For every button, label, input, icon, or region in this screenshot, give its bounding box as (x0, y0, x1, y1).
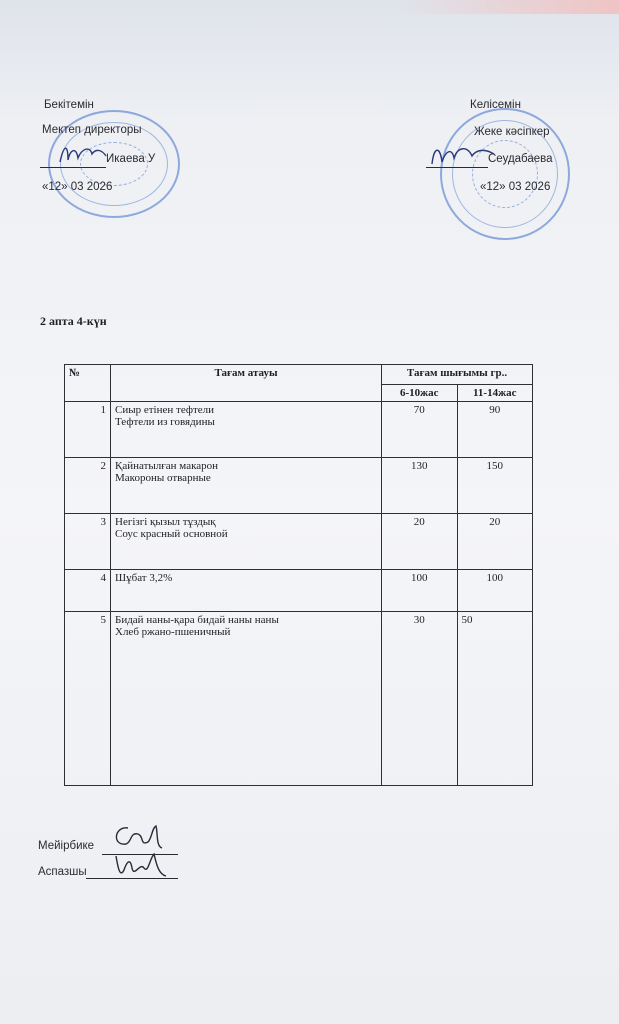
menu-table (64, 364, 533, 786)
yield-11-14: 20 (457, 514, 533, 570)
row-number: 2 (65, 458, 111, 514)
dish-name-cell (111, 514, 382, 570)
right-approval-date: «12» 03 2026 (480, 181, 551, 193)
left-signature-icon (56, 140, 112, 170)
cook-signature-icon (110, 848, 170, 884)
dish-name-cell (111, 458, 382, 514)
row-number: 1 (65, 402, 111, 458)
yield-11-14: 100 (457, 570, 533, 612)
dish-name-ru: Хлеб ржано-пшеничный (115, 626, 231, 638)
yield-11-14: 150 (457, 458, 533, 514)
dish-name-kz: Негізгі қызыл тұздық (115, 516, 216, 528)
dish-name-ru: Тефтели из говядины (115, 416, 215, 428)
photo-corner-tint (399, 0, 619, 14)
yield-11-14: 90 (457, 402, 533, 458)
dish-name-kz: Шұбат 3,2% (115, 572, 173, 584)
yield-6-10: 30 (382, 612, 458, 786)
col-header-name: Тағам атауы (111, 365, 382, 402)
document-title: 2 апта 4-күн (40, 314, 107, 328)
table-row (65, 402, 533, 458)
left-approval-name: Икаева У (106, 153, 156, 165)
col-header-age-6-10: 6-10жас (382, 385, 458, 402)
right-signature-icon (428, 140, 498, 172)
right-approval-position: Жеке кәсіпкер (474, 126, 550, 138)
dish-name-kz: Сиыр етінен тефтели (115, 404, 215, 416)
dish-name-cell (111, 570, 382, 612)
dish-name-cell (111, 612, 382, 786)
table-row (65, 514, 533, 570)
row-number: 4 (65, 570, 111, 612)
yield-6-10: 70 (382, 402, 458, 458)
table-row (65, 612, 533, 786)
yield-6-10: 130 (382, 458, 458, 514)
col-header-num: № (65, 365, 111, 402)
table-row (65, 570, 533, 612)
left-approval-position: Мектеп директоры (42, 124, 142, 136)
table-header-row (65, 365, 533, 385)
dish-name-kz: Бидай наны-қара бидай наны наны (115, 614, 279, 626)
col-header-yield: Тағам шығымы гр.. (382, 365, 533, 385)
dish-name-ru: Соус красный основной (115, 528, 228, 540)
row-number: 5 (65, 612, 111, 786)
dish-name-cell (111, 402, 382, 458)
dish-name-kz: Қайнатылған макарон (115, 460, 219, 472)
col-header-age-11-14: 11-14жас (457, 385, 533, 402)
yield-6-10: 20 (382, 514, 458, 570)
row-number: 3 (65, 514, 111, 570)
yield-6-10: 100 (382, 570, 458, 612)
yield-11-14: 50 (457, 612, 533, 786)
dish-name-ru: Макороны отварные (115, 472, 211, 484)
right-approval-title: Келісемін (470, 99, 521, 111)
table-row (65, 458, 533, 514)
left-approval-title: Бекітемін (44, 99, 94, 111)
cook-label: Аспазшы (38, 866, 87, 878)
left-approval-date: «12» 03 2026 (42, 181, 113, 193)
nurse-label: Мейірбике (38, 840, 95, 852)
right-approval-name: Сеудабаева (488, 153, 553, 165)
